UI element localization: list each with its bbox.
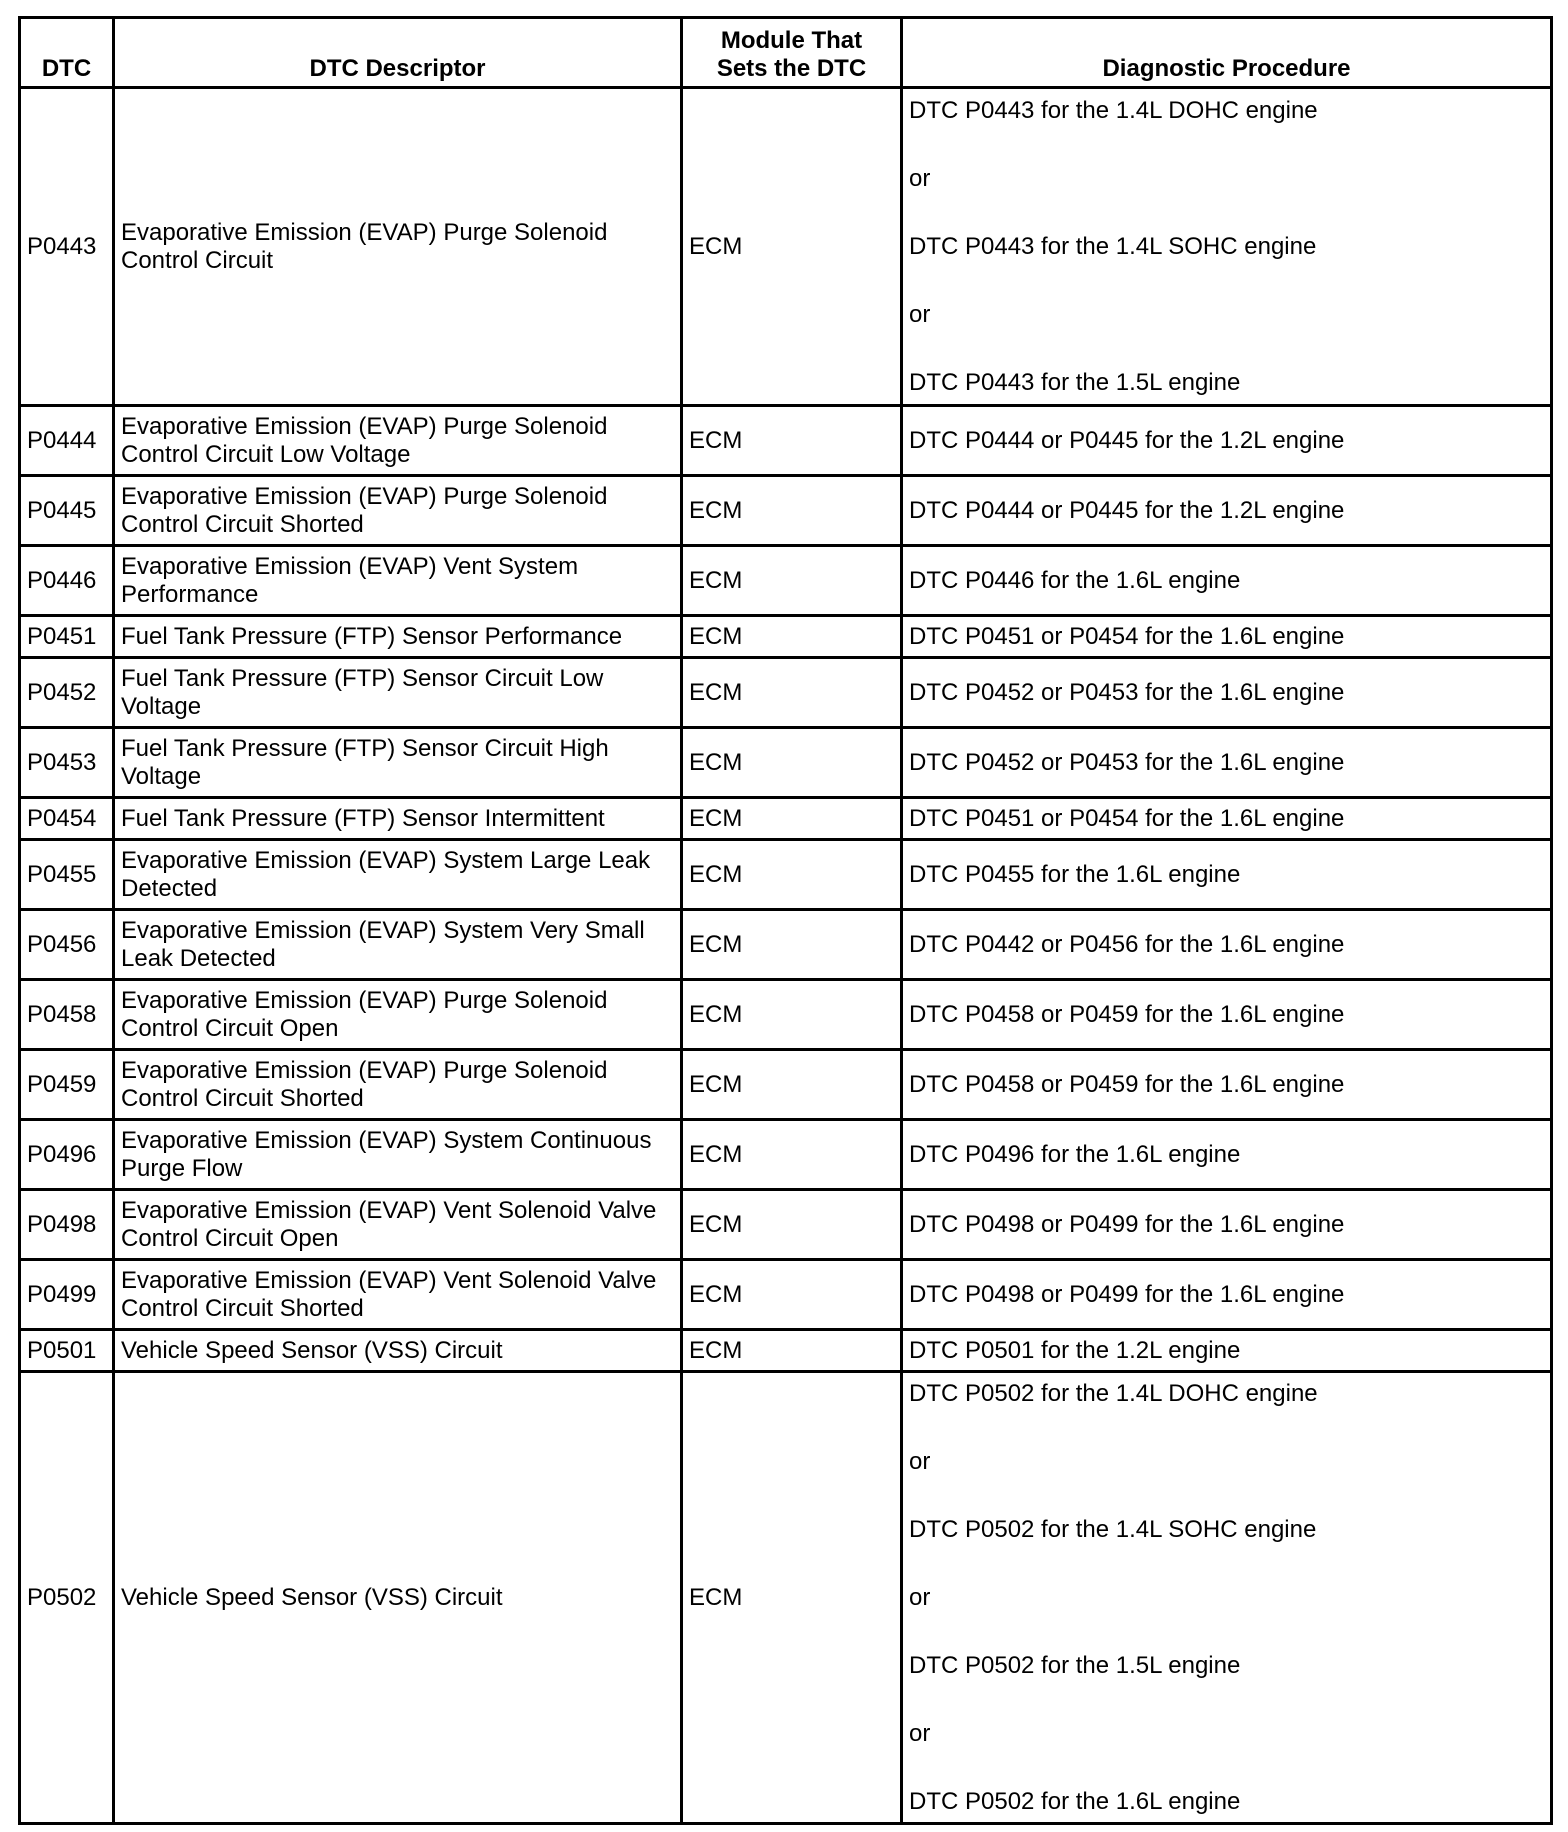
dtc-code-cell: P0443	[20, 88, 114, 406]
diagnostic-procedure-cell	[902, 910, 1552, 980]
table-row	[20, 980, 1552, 1050]
module-cell: ECM	[682, 406, 902, 476]
module-cell: ECM	[682, 1120, 902, 1190]
procedure-link[interactable]: DTC P0451 or P0454 for the 1.6L engine	[909, 622, 1345, 650]
procedure-or-separator: or	[909, 1583, 931, 1611]
diagnostic-procedure-cell	[902, 1120, 1552, 1190]
module-cell: ECM	[682, 1372, 902, 1824]
dtc-code-cell: P0455	[20, 840, 114, 910]
dtc-code-cell: P0456	[20, 910, 114, 980]
procedure-spacer	[909, 329, 1544, 369]
diagnostic-procedure-cell	[902, 476, 1552, 546]
dtc-code-cell: P0453	[20, 728, 114, 798]
dtc-code-cell: P0502	[20, 1372, 114, 1824]
dtc-code-cell: P0444	[20, 406, 114, 476]
module-cell: ECM	[682, 546, 902, 616]
procedure-link[interactable]: DTC P0443 for the 1.5L engine	[909, 368, 1241, 396]
dtc-code-cell: P0446	[20, 546, 114, 616]
diagnostic-procedure-cell	[902, 546, 1552, 616]
diagnostic-procedure-cell	[902, 88, 1552, 406]
module-cell: ECM	[682, 658, 902, 728]
header-procedure: Diagnostic Procedure	[902, 18, 1552, 88]
diagnostic-procedure-cell	[902, 1260, 1552, 1330]
dtc-descriptor-cell: Evaporative Emission (EVAP) Vent Solenoid Valve Control Circuit Shorted	[114, 1260, 682, 1330]
diagnostic-procedure-cell	[902, 616, 1552, 658]
dtc-descriptor-cell: Evaporative Emission (EVAP) Purge Solenoid Control Circuit	[114, 88, 682, 406]
table-row	[20, 1120, 1552, 1190]
procedure-link[interactable]: DTC P0451 or P0454 for the 1.6L engine	[909, 804, 1345, 832]
procedure-link[interactable]: DTC P0458 or P0459 for the 1.6L engine	[909, 1000, 1345, 1028]
table-row	[20, 728, 1552, 798]
diagnostic-procedure-cell	[902, 1372, 1552, 1824]
dtc-descriptor-cell: Fuel Tank Pressure (FTP) Sensor Circuit Low Voltage	[114, 658, 682, 728]
diagnostic-procedure-cell	[902, 1330, 1552, 1372]
procedure-link[interactable]: DTC P0502 for the 1.4L SOHC engine	[909, 1515, 1317, 1543]
dtc-descriptor-cell: Evaporative Emission (EVAP) Purge Solenoid Control Circuit Open	[114, 980, 682, 1050]
procedure-spacer	[909, 1476, 1544, 1516]
header-row	[20, 18, 1552, 88]
dtc-code-cell: P0452	[20, 658, 114, 728]
table-header	[20, 18, 1552, 88]
procedure-link[interactable]: DTC P0498 or P0499 for the 1.6L engine	[909, 1210, 1345, 1238]
diagnostic-procedure-cell	[902, 658, 1552, 728]
table-row	[20, 406, 1552, 476]
procedure-link[interactable]: DTC P0496 for the 1.6L engine	[909, 1140, 1241, 1168]
dtc-descriptor-cell: Fuel Tank Pressure (FTP) Sensor Circuit High Voltage	[114, 728, 682, 798]
procedure-spacer	[909, 1612, 1544, 1652]
dtc-code-cell: P0501	[20, 1330, 114, 1372]
dtc-descriptor-cell: Evaporative Emission (EVAP) System Large Leak Detected	[114, 840, 682, 910]
procedure-or-separator: or	[909, 1719, 931, 1747]
procedure-spacer	[909, 125, 1544, 165]
diagnostic-procedure-cell	[902, 1190, 1552, 1260]
dtc-descriptor-cell: Evaporative Emission (EVAP) Vent Solenoid Valve Control Circuit Open	[114, 1190, 682, 1260]
table-row	[20, 1260, 1552, 1330]
dtc-code-cell: P0499	[20, 1260, 114, 1330]
module-cell: ECM	[682, 798, 902, 840]
dtc-code-cell: P0498	[20, 1190, 114, 1260]
table-row	[20, 546, 1552, 616]
procedure-link[interactable]: DTC P0501 for the 1.2L engine	[909, 1336, 1241, 1364]
table-row	[20, 840, 1552, 910]
diagnostic-procedure-cell	[902, 798, 1552, 840]
module-cell: ECM	[682, 88, 902, 406]
table-row	[20, 1190, 1552, 1260]
dtc-descriptor-cell: Fuel Tank Pressure (FTP) Sensor Performance	[114, 616, 682, 658]
procedure-link[interactable]: DTC P0452 or P0453 for the 1.6L engine	[909, 748, 1345, 776]
dtc-descriptor-cell: Evaporative Emission (EVAP) Vent System Performance	[114, 546, 682, 616]
procedure-link[interactable]: DTC P0444 or P0445 for the 1.2L engine	[909, 496, 1345, 524]
procedure-link[interactable]: DTC P0452 or P0453 for the 1.6L engine	[909, 678, 1345, 706]
procedure-spacer	[909, 1408, 1544, 1448]
table-row	[20, 1330, 1552, 1372]
procedure-or-separator: or	[909, 164, 931, 192]
table-row	[20, 1050, 1552, 1120]
procedure-link[interactable]: DTC P0498 or P0499 for the 1.6L engine	[909, 1280, 1345, 1308]
procedure-link[interactable]: DTC P0443 for the 1.4L DOHC engine	[909, 96, 1318, 124]
dtc-descriptor-cell: Vehicle Speed Sensor (VSS) Circuit	[114, 1372, 682, 1824]
procedure-link[interactable]: DTC P0446 for the 1.6L engine	[909, 566, 1241, 594]
diagnostic-procedure-cell	[902, 728, 1552, 798]
dtc-descriptor-cell: Evaporative Emission (EVAP) Purge Solenoid Control Circuit Low Voltage	[114, 406, 682, 476]
procedure-link[interactable]: DTC P0502 for the 1.6L engine	[909, 1787, 1241, 1815]
header-dtc: DTC	[20, 18, 114, 88]
module-cell: ECM	[682, 1330, 902, 1372]
procedure-link[interactable]: DTC P0458 or P0459 for the 1.6L engine	[909, 1070, 1345, 1098]
header-module	[682, 18, 902, 88]
module-cell: ECM	[682, 1190, 902, 1260]
dtc-descriptor-cell: Evaporative Emission (EVAP) System Very Small Leak Detected	[114, 910, 682, 980]
dtc-descriptor-cell: Evaporative Emission (EVAP) System Continuous Purge Flow	[114, 1120, 682, 1190]
dtc-descriptor-cell: Vehicle Speed Sensor (VSS) Circuit	[114, 1330, 682, 1372]
module-cell: ECM	[682, 476, 902, 546]
diagnostic-procedure-cell	[902, 1050, 1552, 1120]
procedure-link[interactable]: DTC P0443 for the 1.4L SOHC engine	[909, 232, 1317, 260]
procedure-or-separator: or	[909, 1447, 931, 1475]
diagnostic-procedure-cell	[902, 980, 1552, 1050]
module-cell: ECM	[682, 1050, 902, 1120]
procedure-spacer	[909, 1544, 1544, 1584]
procedure-spacer	[909, 1748, 1544, 1788]
dtc-descriptor-cell: Fuel Tank Pressure (FTP) Sensor Intermittent	[114, 798, 682, 840]
procedure-spacer	[909, 261, 1544, 301]
procedure-link[interactable]: DTC P0502 for the 1.5L engine	[909, 1651, 1241, 1679]
module-cell: ECM	[682, 840, 902, 910]
table-row	[20, 658, 1552, 728]
procedure-link[interactable]: DTC P0502 for the 1.4L DOHC engine	[909, 1379, 1318, 1407]
dtc-descriptor-cell: Evaporative Emission (EVAP) Purge Solenoid Control Circuit Shorted	[114, 1050, 682, 1120]
dtc-code-cell: P0445	[20, 476, 114, 546]
table-row	[20, 616, 1552, 658]
dtc-code-cell: P0458	[20, 980, 114, 1050]
module-cell: ECM	[682, 728, 902, 798]
table-body	[20, 88, 1552, 1824]
procedure-or-separator: or	[909, 300, 931, 328]
module-cell: ECM	[682, 910, 902, 980]
dtc-code-cell: P0451	[20, 616, 114, 658]
table-row	[20, 88, 1552, 406]
module-cell: ECM	[682, 616, 902, 658]
table-row	[20, 798, 1552, 840]
module-cell: ECM	[682, 980, 902, 1050]
dtc-code-cell: P0454	[20, 798, 114, 840]
header-descriptor: DTC Descriptor	[114, 18, 682, 88]
procedure-spacer	[909, 193, 1544, 233]
dtc-code-cell: P0496	[20, 1120, 114, 1190]
diagnostic-procedure-cell	[902, 406, 1552, 476]
procedure-link[interactable]: DTC P0444 or P0445 for the 1.2L engine	[909, 426, 1345, 454]
module-cell: ECM	[682, 1260, 902, 1330]
procedure-link[interactable]: DTC P0442 or P0456 for the 1.6L engine	[909, 930, 1345, 958]
table-row	[20, 476, 1552, 546]
dtc-table	[18, 16, 1553, 1825]
dtc-code-cell: P0459	[20, 1050, 114, 1120]
procedure-spacer	[909, 1680, 1544, 1720]
table-row	[20, 1372, 1552, 1824]
diagnostic-procedure-cell	[902, 840, 1552, 910]
table-row	[20, 910, 1552, 980]
procedure-link[interactable]: DTC P0455 for the 1.6L engine	[909, 860, 1241, 888]
header-module-line2: Sets the DTC	[716, 55, 867, 82]
header-module-line1: Module That	[720, 27, 863, 54]
dtc-descriptor-cell: Evaporative Emission (EVAP) Purge Solenoid Control Circuit Shorted	[114, 476, 682, 546]
